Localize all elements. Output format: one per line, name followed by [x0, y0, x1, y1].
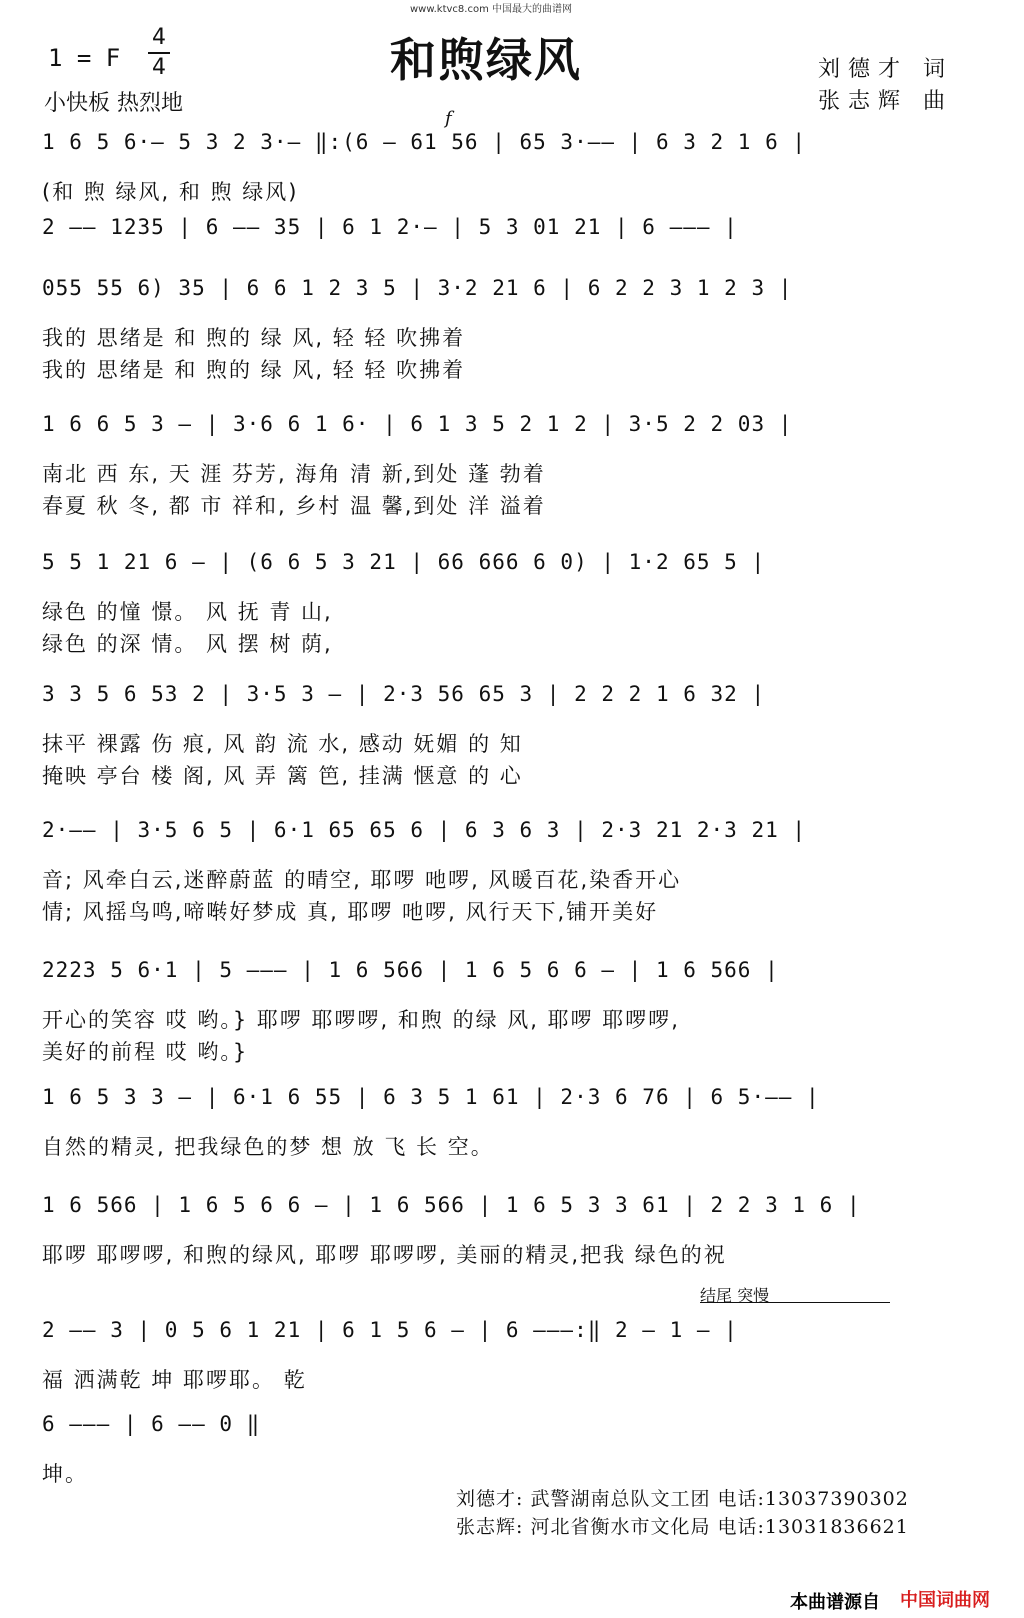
time-bottom: 4	[152, 55, 166, 80]
lyric-line: 自然的精灵, 把我绿色的梦 想 放 飞 长 空。	[42, 1135, 494, 1159]
lyric-line: 我的 思绪是 和 煦的 绿 风, 轻 轻 吹拂着	[42, 326, 466, 350]
lyric-line: 音; 风牵白云,迷醉蔚蓝 的晴空, 耶啰 吔啰, 风暖百花,染香开心	[42, 868, 682, 892]
lyric-line: 开心的笑容 哎 哟。} 耶啰 耶啰啰, 和煦 的绿 风, 耶啰 耶啰啰,	[42, 1008, 680, 1032]
notation-line: 6 ——— | 6 —— 0 ‖	[42, 1412, 261, 1436]
lyric-line: 美好的前程 哎 哟。}	[42, 1040, 249, 1064]
contact-line: 张志辉: 河北省衡水市文化局 电话:13031836621	[456, 1516, 909, 1538]
notation-line: 1 6 566 | 1 6 5 6 6 — | 1 6 566 | 1 6 5 3 3 61 | 2 2 3 1 6 |	[42, 1193, 861, 1217]
lyric-line: 绿色 的深 情。 风 摆 树 荫,	[42, 632, 333, 656]
lyric-line: (和 煦 绿风, 和 煦 绿风)	[42, 180, 299, 204]
notation-line: 2·—— | 3·5 6 5 | 6·1 65 65 6 | 6 3 6 3 | 2·3 21 2·3 21 |	[42, 818, 807, 842]
notation-line: 2 —— 3 | 0 5 6 1 21 | 6 1 5 6 — | 6 ———:‖ 2 — 1 — |	[42, 1318, 738, 1342]
footer-site-name[interactable]: 中国词曲网	[900, 1590, 990, 1611]
lyric-line: 耶啰 耶啰啰, 和煦的绿风, 耶啰 耶啰啰, 美丽的精灵,把我 绿色的祝	[42, 1243, 727, 1267]
notation-line: 3 3 5 6 53 2 | 3·5 3 — | 2·3 56 65 3 | 2 2 2 1 6 32 |	[42, 682, 766, 706]
lyric-line: 我的 思绪是 和 煦的 绿 风, 轻 轻 吹拂着	[42, 358, 466, 382]
dynamic-marking: f	[445, 108, 452, 129]
ending-bracket	[700, 1302, 890, 1303]
notation-line: 1 6 6 5 3 — | 3·6 6 1 6· | 6 1 3 5 2 1 2 | 3·5 2 2 03 |	[42, 412, 793, 436]
lyric-line: 掩映 亭台 楼 阁, 风 弄 篱 笆, 挂满 惬意 的 心	[42, 764, 523, 788]
time-top: 4	[152, 25, 166, 50]
tempo-marking: 小快板 热烈地	[44, 91, 183, 116]
lyricist-credit: 刘德才 词	[818, 57, 953, 82]
composer-credit: 张志辉 曲	[818, 89, 953, 114]
footer-source-label: 本曲谱源自	[790, 1592, 880, 1613]
lyric-line: 抹平 裸露 伤 痕, 风 韵 流 水, 感动 妩媚 的 知	[42, 732, 523, 756]
notation-line: 5 5 1 21 6 — | (6 6 5 3 21 | 66 666 6 0) | 1·2 65 5 |	[42, 550, 766, 574]
contact-line: 刘德才: 武警湖南总队文工团 电话:13037390302	[456, 1488, 909, 1510]
time-signature	[148, 26, 170, 80]
notation-line: 1 6 5 3 3 — | 6·1 6 55 | 6 3 5 1 61 | 2·3 6 76 | 6 5·—— |	[42, 1085, 820, 1109]
lyric-line: 福 洒满乾 坤 耶啰耶。 乾	[42, 1368, 307, 1392]
notation-line: 1 6 5 6·— 5 3 2 3·— ‖:(6 — 61 56 | 65 3·—— | 6 3 2 1 6 |	[42, 130, 807, 154]
ending-mark: 结尾 突慢	[700, 1286, 770, 1305]
notation-line: 055 55 6) 35 | 6 6 1 2 3 5 | 3·2 21 6 | 6 2 2 3 1 2 3 |	[42, 276, 793, 300]
lyric-line: 坤。	[42, 1462, 88, 1486]
lyric-line: 南北 西 东, 天 涯 芬芳, 海角 清 新,到处 蓬 勃着	[42, 462, 546, 486]
lyric-line: 绿色 的憧 憬。 风 抚 青 山,	[42, 600, 333, 624]
site-banner: www.ktvc8.com 中国最大的曲谱网	[410, 4, 573, 15]
lyric-line: 春夏 秋 冬, 都 市 祥和, 乡村 温 馨,到处 洋 溢着	[42, 494, 546, 518]
lyric-line: 情; 风摇鸟鸣,啼啭好梦成 真, 耶啰 吔啰, 风行天下,铺开美好	[42, 900, 659, 924]
song-title: 和煦绿风	[390, 33, 582, 87]
key-signature: 1 = F	[48, 44, 121, 72]
notation-line: 2223 5 6·1 | 5 ——— | 1 6 566 | 1 6 5 6 6 — | 1 6 566 |	[42, 958, 779, 982]
notation-line: 2 —— 1235 | 6 —— 35 | 6 1 2·— | 5 3 01 21 | 6 ——— |	[42, 215, 738, 239]
